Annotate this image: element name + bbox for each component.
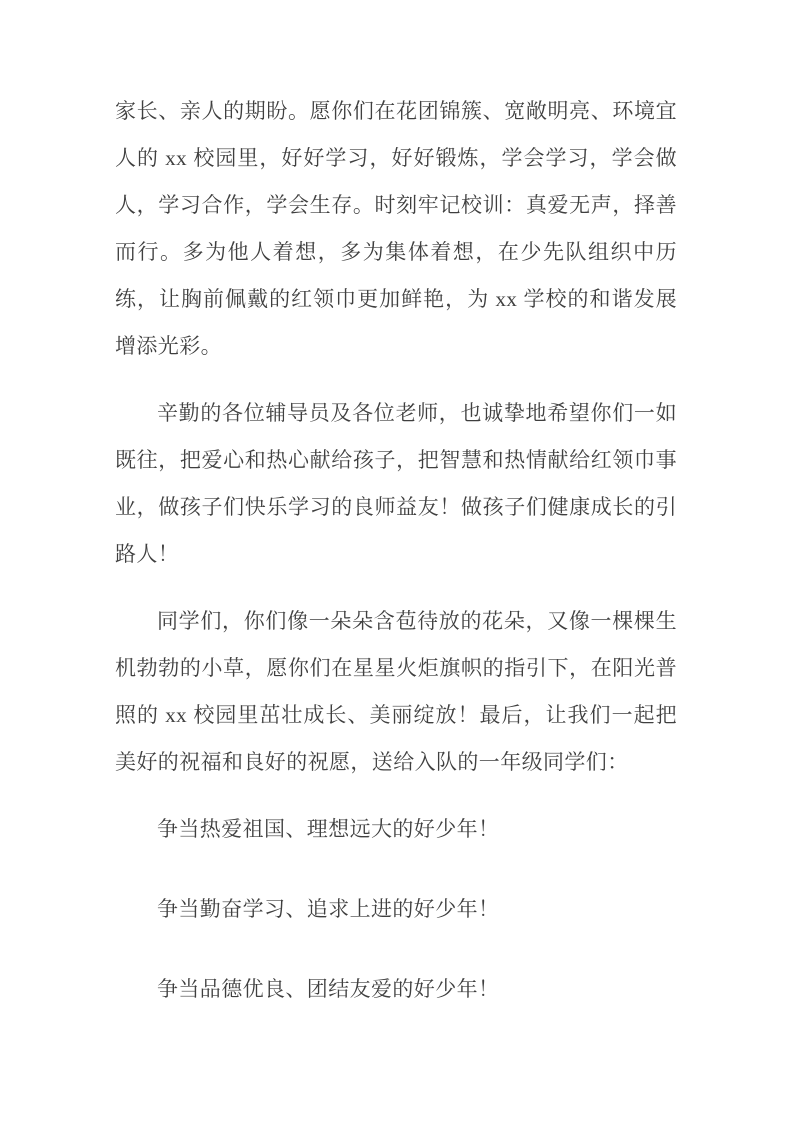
body-paragraph: 家长、亲人的期盼。愿你们在花团锦簇、宽敞明亮、环境宜人的 xx 校园里，好好学习，好好锻炼，学会学习，学会做人，学习合作，学会生存。时刻牢记校训：真爱无声，择善而行。多为他人着想，多为集体着想，在少先队组织中历练，让胸前佩戴的红领巾更加鲜艳，为 xx 学校的和谐发展增添光彩。 [115,99,677,358]
body-paragraph: 辛勤的各位辅导员及各位老师，也诚挚地希望你们一如既往，把爱心和热心献给孩子，把智慧和热情献给红领巾事业，做孩子们快乐学习的良师益友！做孩子们健康成长的引路人！ [115,401,677,566]
slogan-line: 争当品德优良、团结友爱的好少年！ [157,977,500,1001]
slogan-line: 争当热爱祖国、理想远大的好少年！ [157,817,500,841]
body-paragraph: 同学们，你们像一朵朵含苞待放的花朵，又像一棵棵生机勃勃的小草，愿你们在星星火炬旗帜的指引下，在阳光普照的 xx 校园里茁壮成长、美丽绽放！最后，让我们一起把美好的祝福和良好的祝愿，送给入队的一年级同学们： [115,609,677,774]
slogan-line: 争当勤奋学习、追求上进的好少年！ [157,897,500,921]
